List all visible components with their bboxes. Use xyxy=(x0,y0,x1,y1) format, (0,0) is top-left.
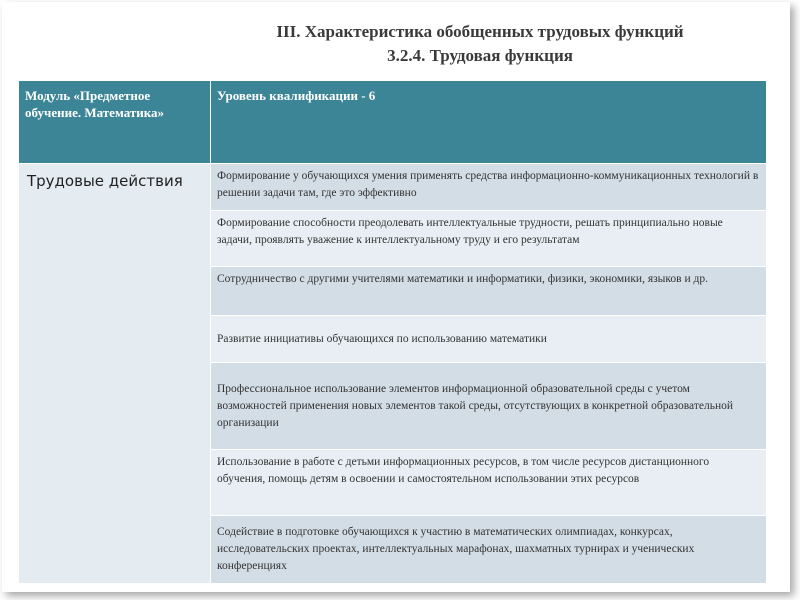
table-header-row xyxy=(19,81,767,164)
labor-function-table xyxy=(18,80,767,584)
action-cell-5: Профессиональное использование элементов информационной образовательной среды с учетом возможностей применения новых элементов такой среды, отсутствующих в конкретной образовательной организации xyxy=(211,363,767,450)
action-cell-3: Сотрудничество с другими учителями математики и информатики, физики, экономики, языков и др. xyxy=(211,267,767,316)
header-module-cell: Модуль «Предметное обучение. Математика» xyxy=(19,81,211,164)
title-line-1: III. Характеристика обобщенных трудовых функций xyxy=(276,22,684,41)
table-row xyxy=(19,164,767,211)
action-cell-2: Формирование способности преодолевать интеллектуальные трудности, решать принципиально новые задачи, проявлять уважение к интеллектуальному труду и его результатам xyxy=(211,211,767,267)
page-title xyxy=(200,20,760,68)
labor-actions-label: Трудовые действия xyxy=(19,164,211,584)
action-cell-1: Формирование у обучающихся умения применять средства информационно-коммуникационных технологий в решении задачи там, где это эффективно xyxy=(211,164,767,211)
title-line-2: 3.2.4. Трудовая функция xyxy=(387,46,573,65)
action-cell-7: Содействие в подготовке обучающихся к участию в математических олимпиадах, конкурсах, исследовательских проектах, интеллектуальных марафонах, шахматных турнирах и ученических конференциях xyxy=(211,516,767,584)
action-cell-4: Развитие инициативы обучающихся по использованию математики xyxy=(211,316,767,363)
header-qualification-cell: Уровень квалификации - 6 xyxy=(211,81,767,164)
action-cell-6: Использование в работе с детьми информационных ресурсов, в том числе ресурсов дистанционного обучения, помощь детям в освоении и самостоятельном использовании этих ресурсов xyxy=(211,450,767,516)
